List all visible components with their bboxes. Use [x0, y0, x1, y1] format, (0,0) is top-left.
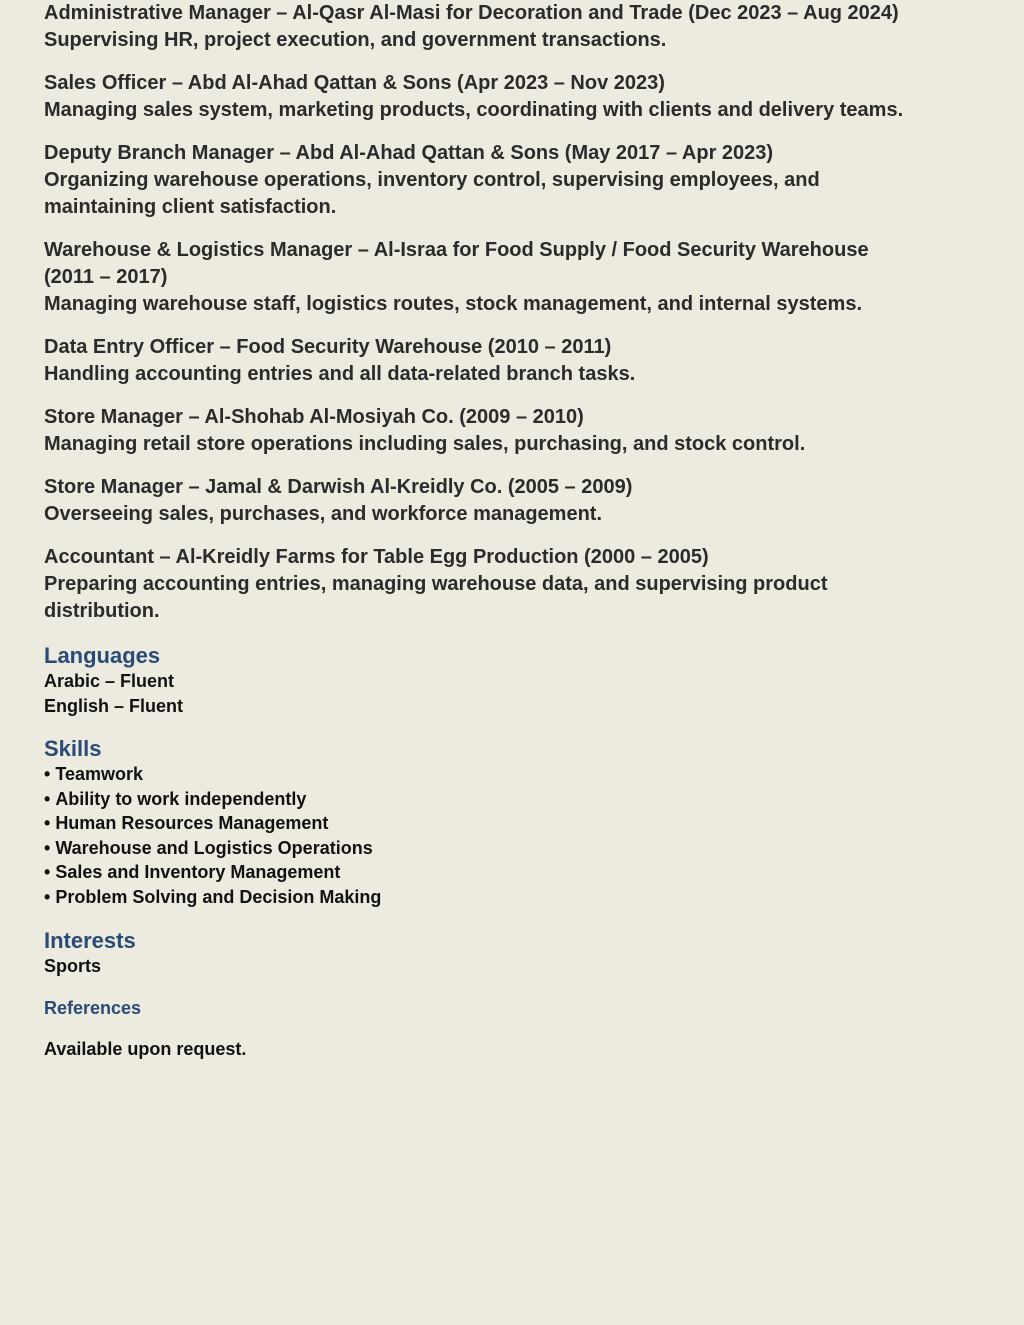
job-entry: [44, 404, 904, 458]
job-title: Store Manager – Jamal & Darwish Al-Kreidly Co. (2005 – 2009): [44, 476, 633, 498]
skill-label: Problem Solving and Decision Making: [55, 886, 382, 907]
languages-section: [44, 643, 904, 718]
job-description: Managing warehouse staff, logistics routes, stock management, and internal systems.: [44, 293, 862, 315]
job-description: Organizing warehouse operations, inventory control, supervising employees, and maintaining client satisfaction.: [44, 169, 820, 218]
job-entry: [44, 334, 904, 388]
interests-section: [44, 928, 904, 979]
skill-item: [44, 762, 904, 787]
language-item: Arabic – Fluent: [44, 671, 175, 691]
skill-item: [44, 860, 904, 885]
job-description: Handling accounting entries and all data-related branch tasks.: [44, 363, 636, 385]
job-entry: [44, 474, 904, 528]
languages-list: [44, 669, 904, 718]
interests-list: [44, 954, 904, 979]
interests-heading: Interests: [44, 928, 136, 953]
job-description: Managing sales system, marketing products, coordinating with clients and delivery teams.: [44, 99, 904, 121]
job-title: Administrative Manager – Al-Qasr Al-Masi for Decoration and Trade (Dec 2023 – Aug 2024): [44, 2, 899, 24]
language-item: English – Fluent: [44, 695, 184, 716]
skills-heading: Skills: [44, 736, 102, 761]
job-entry: [44, 237, 904, 318]
job-title: Warehouse & Logistics Manager – Al-Israa for Food Supply / Food Security Warehouse (2011 – 2017): [44, 239, 869, 288]
skill-item: [44, 836, 904, 861]
job-title: Accountant – Al-Kreidly Farms for Table Egg Production (2000 – 2005): [44, 546, 709, 568]
job-title: Data Entry Officer – Food Security Warehouse (2010 – 2011): [44, 336, 612, 358]
languages-heading: Languages: [44, 643, 161, 668]
job-title: Deputy Branch Manager – Abd Al-Ahad Qattan & Sons (May 2017 – Apr 2023): [44, 142, 774, 164]
skill-label: Sales and Inventory Management: [55, 862, 341, 882]
job-description: Managing retail store operations including sales, purchasing, and stock control.: [44, 433, 806, 455]
job-description: Supervising HR, project execution, and government transactions.: [44, 29, 667, 51]
skills-section: [44, 736, 904, 909]
skill-label: Ability to work independently: [55, 788, 307, 809]
skills-list: [44, 762, 904, 909]
job-entry: [44, 0, 904, 54]
skill-item: [44, 885, 904, 910]
references-heading: References: [44, 997, 142, 1018]
references-section: [44, 997, 904, 1061]
references-text: Available upon request.: [44, 1038, 247, 1059]
skill-label: Teamwork: [55, 764, 144, 784]
skill-label: Human Resources Management: [55, 813, 329, 833]
job-entry: [44, 140, 904, 221]
job-description: Overseeing sales, purchases, and workforce management.: [44, 503, 603, 525]
skill-item: [44, 811, 904, 836]
job-title: Sales Officer – Abd Al-Ahad Qattan & Sons (Apr 2023 – Nov 2023): [44, 72, 665, 94]
job-entry: [44, 544, 904, 625]
job-description: Preparing accounting entries, managing warehouse data, and supervising product distribution.: [44, 573, 828, 622]
experience-section: [44, 0, 904, 625]
skill-label: Warehouse and Logistics Operations: [55, 837, 373, 858]
interest-item: Sports: [44, 956, 102, 976]
job-title: Store Manager – Al-Shohab Al-Mosiyah Co. (2009 – 2010): [44, 406, 584, 428]
skill-item: [44, 787, 904, 812]
job-entry: [44, 70, 904, 124]
